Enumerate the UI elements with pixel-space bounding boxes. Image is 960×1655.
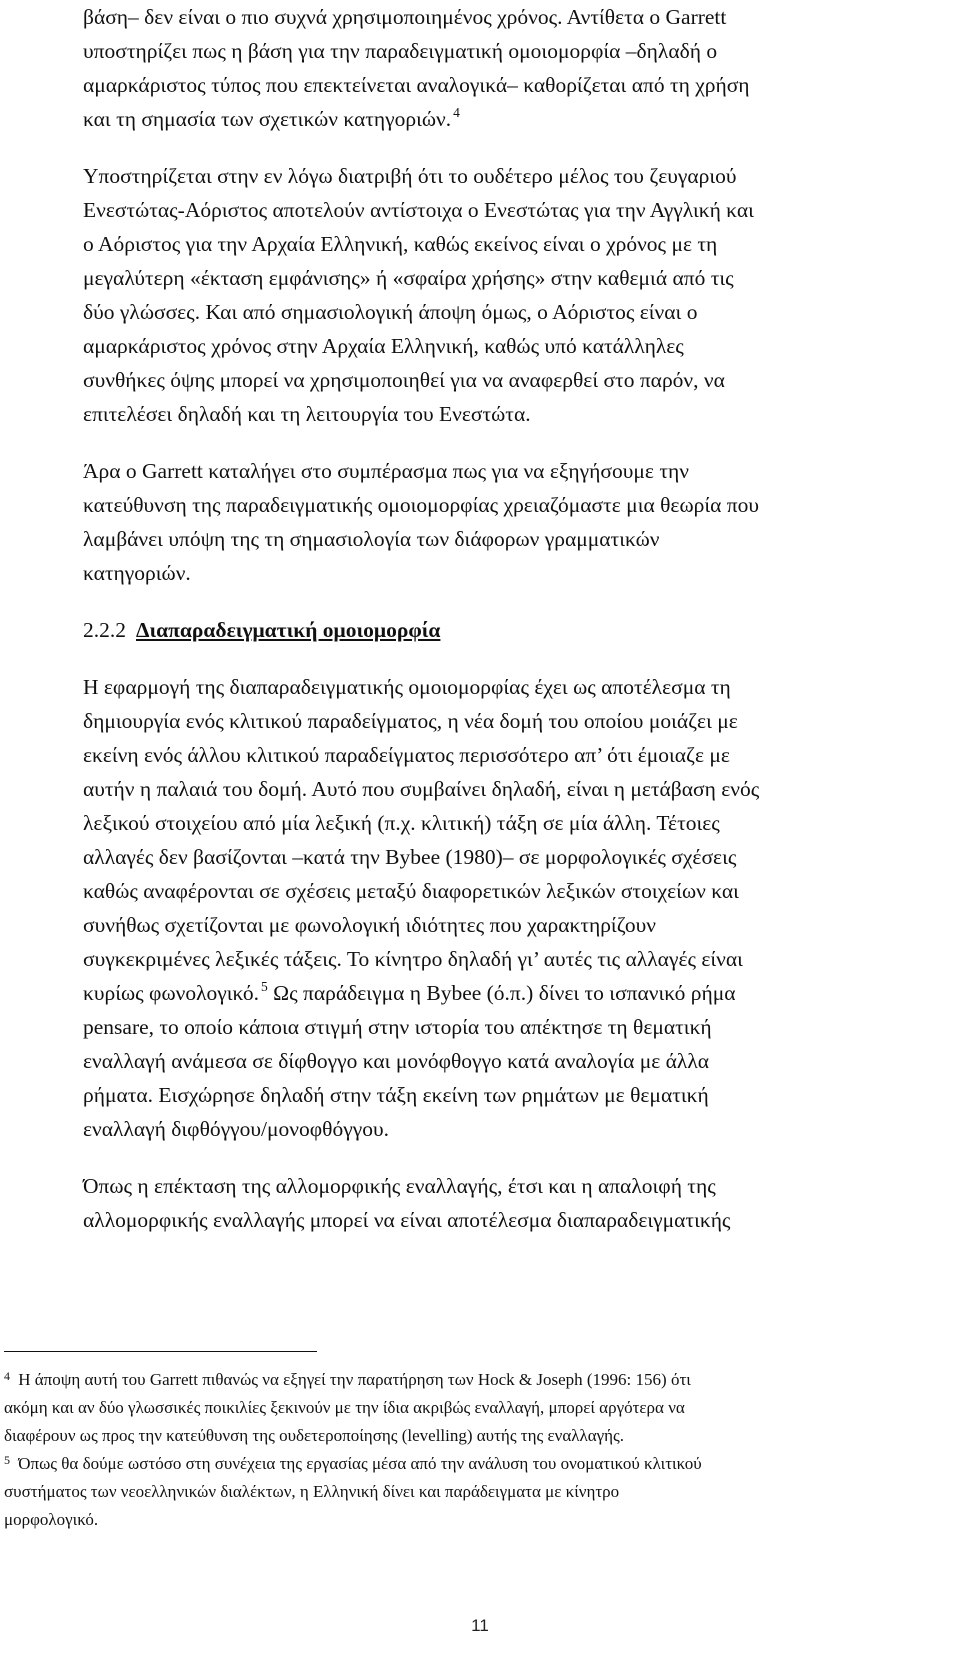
text-line-start: κυρίως φωνολογικό. <box>83 981 260 1005</box>
paragraph-garrett-basis <box>83 0 923 136</box>
footnote-line <box>4 1450 934 1478</box>
page-number: 11 <box>471 1616 489 1635</box>
text-line: κατηγοριών. <box>83 561 191 585</box>
footnote-text: Η άποψη αυτή του Garrett πιθανώς να εξηγεί την παρατήρηση των Hock & Joseph (1996: 156) ότι <box>14 1370 691 1389</box>
text-line: Η εφαρμογή της διαπαραδειγματικής ομοιομορφίας έχει ως αποτέλεσμα τη <box>83 675 731 699</box>
text-line <box>83 976 923 1010</box>
text-line: μεγαλύτερη «έκταση εμφάνισης» ή «σφαίρα χρήσης» στην καθεμιά από τις <box>83 266 734 290</box>
paragraph-cross-paradigm <box>83 670 923 1146</box>
text-line-content: και τη σημασία των σχετικών κατηγοριών. <box>83 107 452 131</box>
body-text <box>83 0 923 1237</box>
footnote-ref-4[interactable]: 4 <box>453 105 460 120</box>
footnote-line: συστήματος των νεοελληνικών διαλέκτων, η Ελληνική δίνει και παράδειγματα με κίνητρο <box>4 1482 620 1501</box>
text-line: λαμβάνει υπόψη της τη σημασιολογία των διάφορων γραμματικών <box>83 527 660 551</box>
footnote-ref-5[interactable]: 5 <box>261 979 268 994</box>
section-number: 2.2.2 <box>83 618 126 642</box>
text-line: συγκεκριμένες λεξικές τάξεις. Το κίνητρο δηλαδή γι’ αυτές τις αλλαγές είναι <box>83 947 743 971</box>
text-line: εκείνη ενός άλλου κλιτικού παραδείγματος περισσότερο απ’ ότι έμοιαζε με <box>83 743 730 767</box>
footnote-number: 5 <box>4 1453 10 1467</box>
text-line: ο Αόριστος για την Αρχαία Ελληνική, καθώς εκείνος είναι ο χρόνος με τη <box>83 232 718 256</box>
section-heading <box>83 613 923 647</box>
text-line: δύο γλώσσες. Και από σημασιολογική άποψη όμως, ο Αόριστος είναι ο <box>83 300 698 324</box>
heading-line <box>83 613 923 647</box>
paragraph-neutral-member <box>83 159 923 431</box>
footnotes <box>4 1366 934 1534</box>
text-line: συνθήκες όψης μπορεί να χρησιμοποιηθεί για να αναφερθεί στο παρόν, να <box>83 368 725 392</box>
text-line: κατεύθυνση της παραδειγματικής ομοιομορφίας χρειαζόμαστε μια θεωρία που <box>83 493 760 517</box>
footnote-4 <box>4 1366 934 1450</box>
text-line: Όπως η επέκταση της αλλομορφικής εναλλαγής, έτσι και η απαλοιφή της <box>83 1174 716 1198</box>
text-line <box>83 102 923 136</box>
footnote-5 <box>4 1450 934 1534</box>
paragraph-conclusion <box>83 454 923 590</box>
text-line: Ενεστώτας-Αόριστος αποτελούν αντίστοιχα ο Ενεστώτας για την Αγγλική και <box>83 198 754 222</box>
text-line: αλλαγές δεν βασίζονται –κατά την Bybee (1980)– σε μορφολογικές σχέσεις <box>83 845 737 869</box>
text-line: δημιουργία ενός κλιτικού παραδείγματος, η νέα δομή του οποίου μοιάζει με <box>83 709 738 733</box>
section-title: Διαπαραδειγματική ομοιομορφία <box>136 618 441 642</box>
text-line: ρήματα. Εισχώρησε δηλαδή στην τάξη εκείνη των ρημάτων με θεματική <box>83 1083 709 1107</box>
footnote-line <box>4 1366 934 1394</box>
footnote-line: διαφέρουν ως προς την κατεύθυνση της ουδετεροποίησης (levelling) αυτής της εναλλαγής. <box>4 1426 625 1445</box>
text-line: αλλομορφικής εναλλαγής μπορεί να είναι αποτέλεσμα διαπαραδειγματικής <box>83 1208 731 1232</box>
text-line: Υποστηρίζεται στην εν λόγω διατριβή ότι το ουδέτερο μέλος του ζευγαριού <box>83 164 737 188</box>
text-line: υποστηρίζει πως η βάση για την παραδειγματική ομοιομορφία –δηλαδή ο <box>83 39 718 63</box>
text-line: καθώς αναφέρονται σε σχέσεις μεταξύ διαφορετικών λεξικών στοιχείων και <box>83 879 739 903</box>
text-line: αμαρκάριστος χρόνος στην Αρχαία Ελληνική, καθώς υπό κατάλληλες <box>83 334 684 358</box>
text-line-end: Ως παράδειγμα η Bybee (ό.π.) δίνει το ισπανικό ρήμα <box>267 981 736 1005</box>
text-line: βάση– δεν είναι ο πιο συχνά χρησιμοποιημένος χρόνος. Αντίθετα ο Garrett <box>83 5 727 29</box>
text-line: εναλλαγή ανάμεσα σε δίφθογγο και μονόφθογγο κατά αναλογία με άλλα <box>83 1049 710 1073</box>
text-line: επιτελέσει δηλαδή και τη λειτουργία του Ενεστώτα. <box>83 402 531 426</box>
text-line: συνήθως σχετίζονται με φωνολογική ιδιότητες που χαρακτηρίζουν <box>83 913 656 937</box>
text-line: λεξικού στοιχείου από μία λεξική (π.χ. κλιτική) τάξη σε μία άλλη. Τέτοιες <box>83 811 720 835</box>
footnote-line: μορφολογικό. <box>4 1510 99 1529</box>
text-line: pensare, το οποίο κάποια στιγμή στην ιστορία του απέκτησε τη θεματική <box>83 1015 712 1039</box>
footnote-number: 4 <box>4 1369 10 1383</box>
text-line: εναλλαγή διφθόγγου/μονοφθόγγου. <box>83 1117 389 1141</box>
text-line: αυτήν η παλαιά του δομή. Αυτό που συμβαίνει δηλαδή, είναι η μετάβαση ενός <box>83 777 760 801</box>
text-line: Άρα ο Garrett καταλήγει στο συμπέρασμα πως για να εξηγήσουμε την <box>83 459 689 483</box>
paragraph-elimination <box>83 1169 923 1237</box>
footnote-line: ακόμη και αν δύο γλωσσικές ποικιλίες ξεκινούν με την ίδια ακριβώς εναλλαγή, μπορεί αργότερα να <box>4 1398 685 1417</box>
footnote-separator <box>4 1351 317 1352</box>
text-line: αμαρκάριστος τύπος που επεκτείνεται αναλογικά– καθορίζεται από τη χρήση <box>83 73 750 97</box>
footnote-text: Όπως θα δούμε ωστόσο στη συνέχεια της εργασίας μέσα από την ανάλυση του ονοματικού κλιτικού <box>14 1454 702 1473</box>
